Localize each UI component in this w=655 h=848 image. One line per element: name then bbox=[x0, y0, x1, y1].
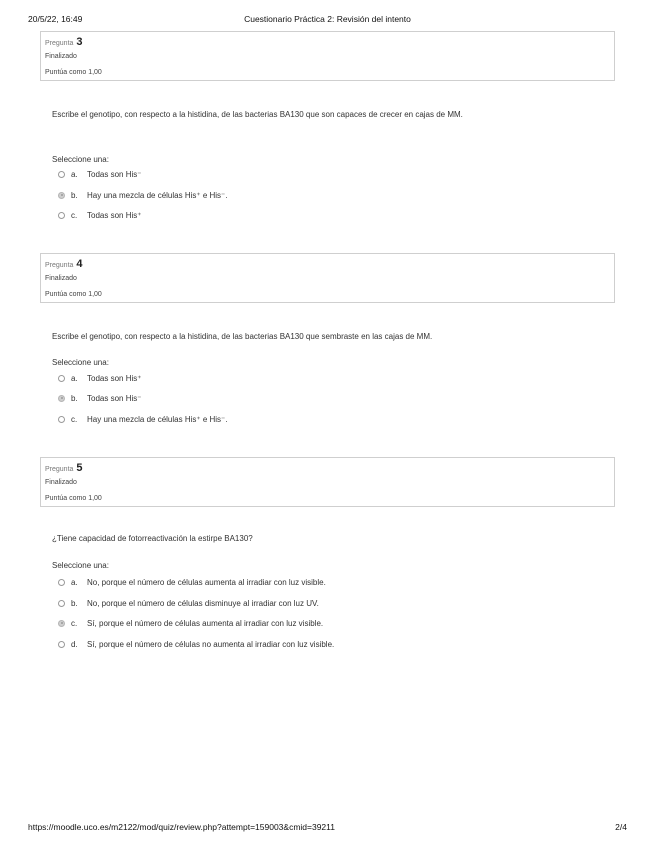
question-number bbox=[45, 258, 83, 270]
option-letter: a. bbox=[71, 169, 78, 179]
question-5-prompt: Seleccione una: bbox=[52, 561, 109, 570]
radio-button[interactable] bbox=[58, 641, 65, 648]
radio-button-selected[interactable] bbox=[58, 620, 65, 627]
question-4-text: Escribe el genotipo, con respecto a la histidina, de las bacterias BA130 que sembraste en las cajas de MM. bbox=[52, 332, 433, 341]
option-letter: a. bbox=[71, 577, 78, 587]
option-letter: c. bbox=[71, 414, 78, 424]
question-4-info bbox=[40, 253, 615, 303]
question-3-text: Escribe el genotipo, con respecto a la histidina, de las bacterias BA130 que son capaces de crecer en cajas de MM. bbox=[52, 110, 463, 119]
option-text: Todas son His⁺ bbox=[87, 373, 142, 383]
question-4-option-c[interactable] bbox=[58, 413, 228, 425]
question-5-option-d[interactable] bbox=[58, 638, 334, 650]
option-text: Hay una mezcla de células His⁺ e His⁻. bbox=[87, 190, 228, 200]
question-5-option-b[interactable] bbox=[58, 597, 319, 609]
question-4-option-a[interactable] bbox=[58, 372, 141, 384]
question-state: Finalizado bbox=[45, 275, 77, 282]
page-number: 2/4 bbox=[615, 822, 627, 832]
option-text: Hay una mezcla de células His⁺ e His⁻. bbox=[87, 414, 228, 424]
question-3-option-b[interactable] bbox=[58, 189, 228, 201]
page-url: https://moodle.uco.es/m2122/mod/quiz/review.php?attempt=159003&cmid=39211 bbox=[28, 822, 335, 832]
question-3-prompt: Seleccione una: bbox=[52, 155, 109, 164]
question-label: Pregunta bbox=[45, 40, 74, 47]
question-state: Finalizado bbox=[45, 479, 77, 486]
option-letter: a. bbox=[71, 373, 78, 383]
question-5-option-c[interactable] bbox=[58, 617, 323, 629]
question-grade: Puntúa como 1,00 bbox=[45, 69, 102, 76]
radio-button[interactable] bbox=[58, 416, 65, 423]
question-number bbox=[45, 462, 83, 474]
radio-button[interactable] bbox=[58, 171, 65, 178]
option-letter: c. bbox=[71, 618, 78, 628]
question-label: Pregunta bbox=[45, 262, 74, 269]
option-letter: c. bbox=[71, 210, 78, 220]
question-number bbox=[45, 36, 83, 48]
question-label: Pregunta bbox=[45, 466, 74, 473]
question-3-option-c[interactable] bbox=[58, 209, 141, 221]
option-letter: b. bbox=[71, 393, 78, 403]
question-number-value: 4 bbox=[76, 258, 83, 270]
option-letter: d. bbox=[71, 639, 78, 649]
question-state: Finalizado bbox=[45, 53, 77, 60]
radio-button-selected[interactable] bbox=[58, 192, 65, 199]
question-3-info bbox=[40, 31, 615, 81]
option-text: No, porque el número de células aumenta al irradiar con luz visible. bbox=[87, 577, 326, 587]
radio-button[interactable] bbox=[58, 375, 65, 382]
option-letter: b. bbox=[71, 190, 78, 200]
option-text: Sí, porque el número de células aumenta al irradiar con luz visible. bbox=[87, 618, 324, 628]
question-4-option-b[interactable] bbox=[58, 392, 141, 404]
question-5-text: ¿Tiene capacidad de fotorreactivación la estirpe BA130? bbox=[52, 534, 253, 543]
radio-button-selected[interactable] bbox=[58, 395, 65, 402]
question-5-option-a[interactable] bbox=[58, 576, 326, 588]
question-5-info bbox=[40, 457, 615, 507]
question-grade: Puntúa como 1,00 bbox=[45, 495, 102, 502]
print-datetime: 20/5/22, 16:49 bbox=[28, 14, 83, 24]
radio-button[interactable] bbox=[58, 212, 65, 219]
radio-button[interactable] bbox=[58, 600, 65, 607]
option-letter: b. bbox=[71, 598, 78, 608]
option-text: No, porque el número de células disminuye al irradiar con luz UV. bbox=[87, 598, 319, 608]
question-grade: Puntúa como 1,00 bbox=[45, 291, 102, 298]
page-title: Cuestionario Práctica 2: Revisión del intento bbox=[244, 14, 411, 24]
option-text: Sí, porque el número de células no aumenta al irradiar con luz visible. bbox=[87, 639, 335, 649]
question-number-value: 3 bbox=[76, 36, 83, 48]
option-text: Todas son His⁻ bbox=[87, 393, 142, 403]
radio-button[interactable] bbox=[58, 579, 65, 586]
option-text: Todas son His⁺ bbox=[87, 210, 142, 220]
question-number-value: 5 bbox=[76, 462, 83, 474]
question-3-option-a[interactable] bbox=[58, 168, 141, 180]
option-text: Todas son His⁻ bbox=[87, 169, 142, 179]
question-4-prompt: Seleccione una: bbox=[52, 358, 109, 367]
